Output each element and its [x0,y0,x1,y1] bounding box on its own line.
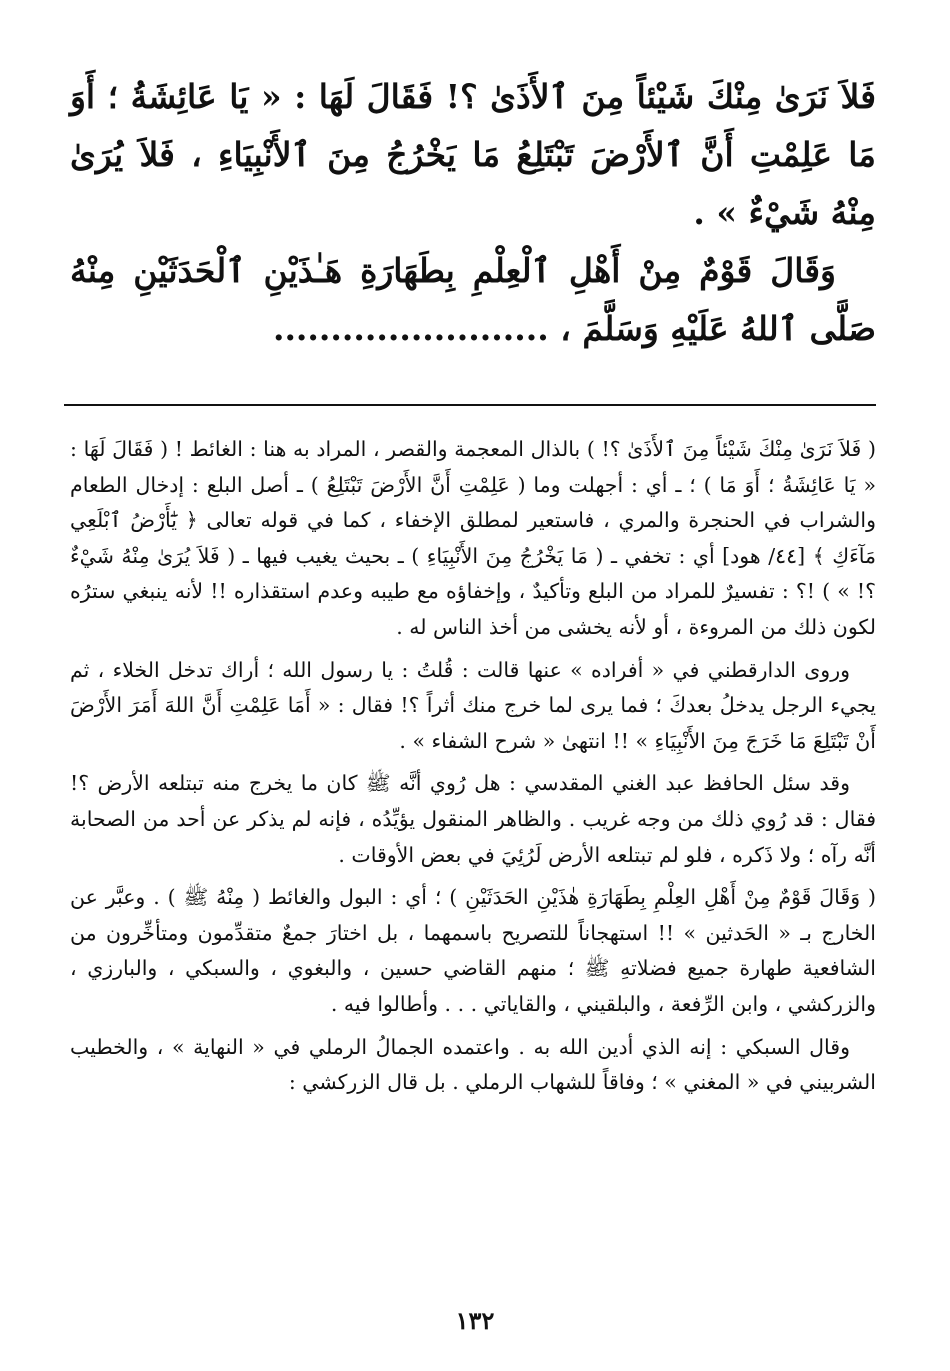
commentary-paragraph-3: وقد سئل الحافظ عبد الغني المقدسي : هل رُوي أنَّه ﷺ كان ما يخرج منه تبتلعه الأرض ؟! فقال : قد رُوي ذلك من وجه غريب . والظاهر المنقول يؤيِّدُه ، فإنه لم يذكر عن أحد من الصحابة أنَّه رآه ؛ ولا ذَكره ، فلو لم تبتلعه الأرض لَرُئِيَ في بعض الأوقات . [70,771,876,867]
commentary-paragraph-5: وقال السبكي : إنه الذي أدين الله به . واعتمده الجمالُ الرملي في « النهاية » ، والخطيب الشربيني في « المغني » ؛ وفاقاً للشهاب الرملي . بل قال الزركشي : [70,1034,876,1095]
main-text [70,68,876,358]
commentary [70,432,876,1101]
separator-line [64,404,876,406]
main-text-paragraph-1: فَلاَ نَرَىٰ مِنْكَ شَيْئاً مِنَ ٱلأَذَىٰ ؟! فَقَالَ لَهَا : « يَا عَائِشَةُ ؛ أَوَ مَا عَلِمْتِ أَنَّ ٱلأَرْضَ تَبْتَلِعُ مَا يَخْرُجُ مِنَ ٱلأَنْبِيَاءِ ، فَلاَ يُرَىٰ مِنْهُ شَيْءٌ » . [70,77,876,232]
main-text-paragraph-2 [70,242,876,358]
commentary-paragraph-4: ( وَقَالَ قَوْمٌ مِنْ أَهْلِ العِلْمِ بِطَهَارَةِ هٰذَيْنِ الحَدَثَيْنِ ) ؛ أي : البول والغائط ( مِنْهُ ﷺ ) . وعبَّر عن الخارج بـ « الحَدثين » !! استهجاناً للتصريح باسمهما ، بل اختارَ جمعٌ متقدِّمون ومتأخِّرون من الشافعية طهارة جميع فضلاتهِ ﷺ ؛ منهم القاضي حسين ، والبغوي ، والسبكي ، والبارزي ، والزركشي ، وابن الرِّفعة ، والبلقيني ، والقاياتي . . . وأطالوا فيه . [70,885,876,1016]
page-number: ١٣٢ [455,1306,495,1335]
commentary-paragraph-2: وروى الدارقطني في « أفراده » عنها قالت : قُلتُ : يا رسول الله ؛ أراك تدخل الخلاء ، ثم يجيء الرجل يدخلُ بعدكَ ؛ فما يرى لما خرج منك أثراً ؟! فقال : « أَمَا عَلِمْتِ أَنَّ اللهَ أَمَرَ الأَرْضَ أَنْ تَبْتَلِعَ مَا خَرَجَ مِنَ الأَنْبِيَاءِ » !! انتهىٰ « شرح الشفاء » . [70,657,876,753]
main-text-paragraph-2-text: وَقَالَ قَوْمٌ مِنْ أَهْلِ ٱلْعِلْمِ بِطَهَارَةِ هَـٰذَيْنِ ٱلْحَدَثَيْنِ مِنْهُ صَلَّى ٱللهُ عَلَيْهِ وَسَلَّمَ ، [70,251,876,348]
commentary-paragraph-1: ( فَلاَ نَرَىٰ مِنْكَ شَيْئاً مِنَ ٱلأَذَىٰ ؟! ) بالذال المعجمة والقصر ، المراد به هنا : الغائط ! ( فَقَالَ لَهَا : « يَا عَائِشَةُ ؛ أَوَ مَا ) ؛ ـ أي : أجهلت وما ( عَلِمْتِ أَنَّ الأَرْضَ تَبْتَلِعُ ) ـ أصل البلع : إدخال الطعام والشراب في الحنجرة والمري ، فاستعير لمطلق الإخفاء ، كما في قوله تعالى ﴿ يَٰٓأَرْضُ ٱبْلَعِي مَآءَكِ ﴾ [٤٤/ هود] أي : تخفي ـ ( مَا يَخْرُجُ مِنَ الأَنْبِيَاءِ ) ـ بحيث يغيب فيها ـ ( فَلاَ يُرَىٰ مِنْهُ شَيْءٌ ؟! » ) !؟ : تفسيرٌ للمراد من البلع وتأكيدٌ ، وإخفاؤه مع طيبه وعدم استقذاره !! لأنه ينبغي سترُه لكون ذلك من المروءة ، أو لأنه يخشى من أخذ الناس له . [70,437,876,639]
ellipsis-dots: ........................ [272,309,549,348]
